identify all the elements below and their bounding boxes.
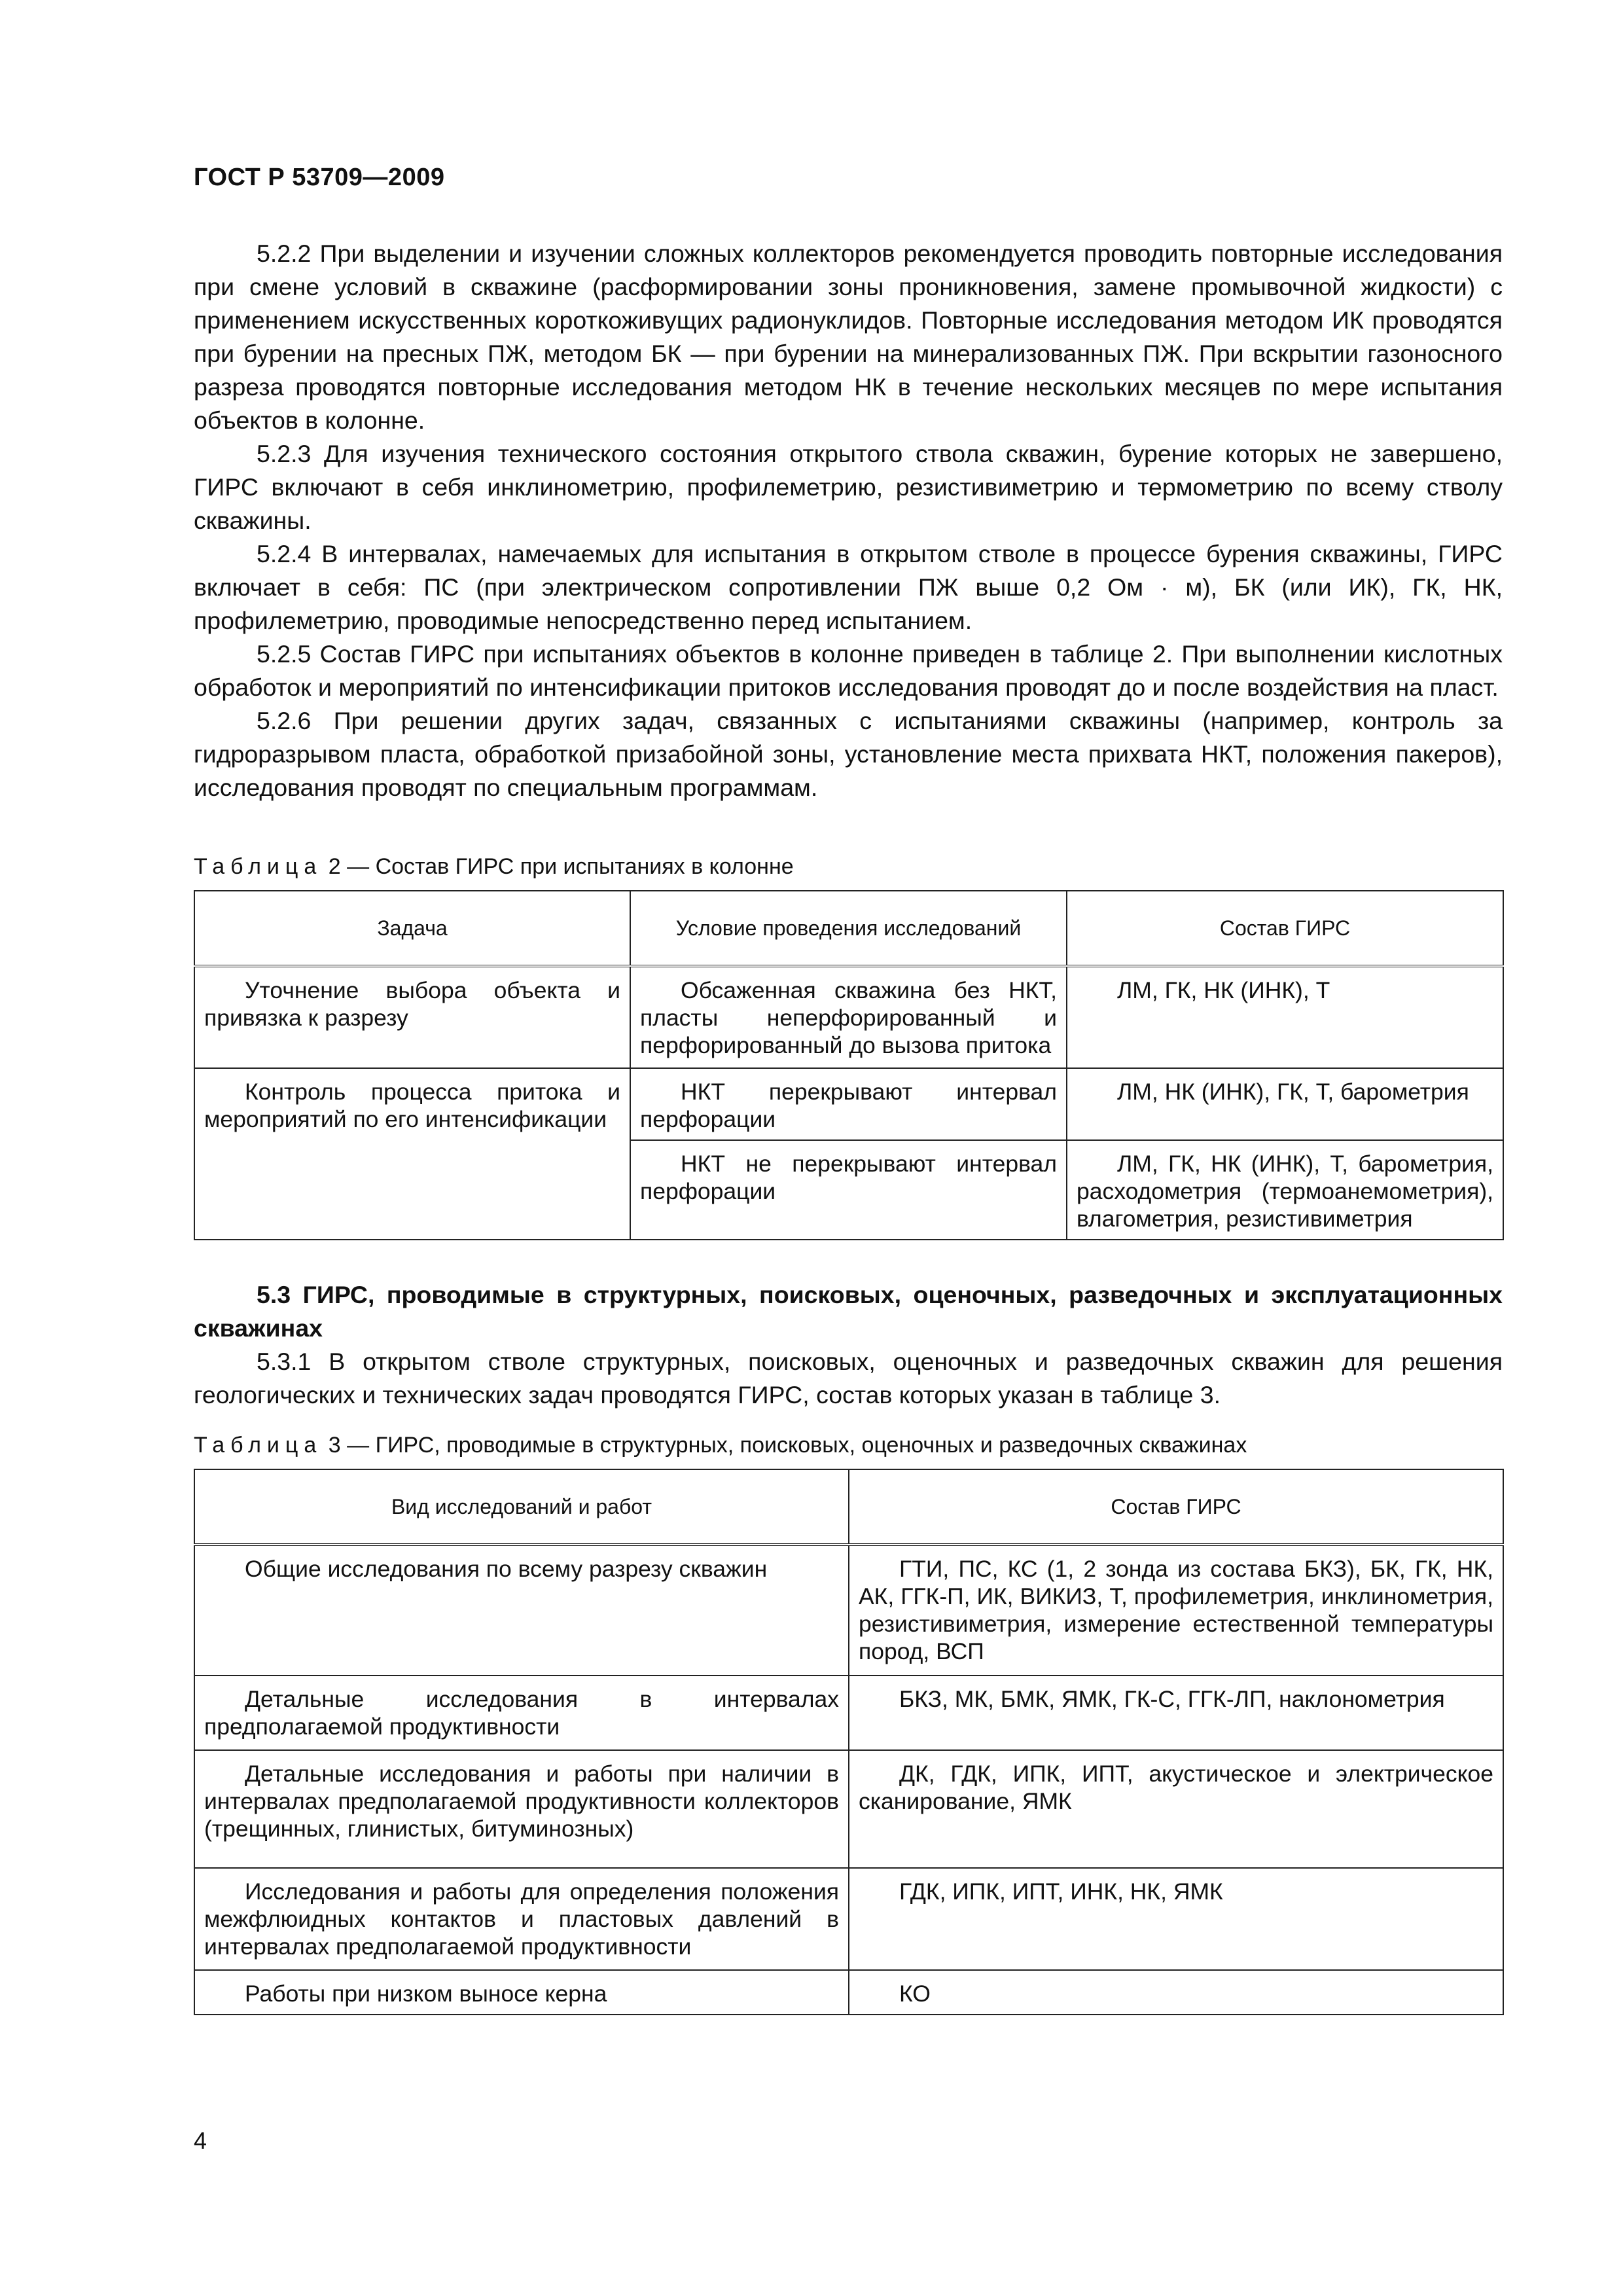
table2-caption	[194, 852, 794, 881]
table2-cell-condition	[630, 1140, 1067, 1240]
table3-cell-kind	[194, 1545, 849, 1676]
table2-cell-condition	[630, 1068, 1067, 1140]
cell-text: ЛМ, НК (ИНК), ГК, Т, барометрия	[1117, 1079, 1469, 1105]
table3-cell-composition	[849, 1545, 1503, 1676]
table2-header-composition: Состав ГИРС	[1067, 891, 1503, 966]
table-row	[194, 966, 1503, 1068]
table3-cell-composition	[849, 1868, 1503, 1970]
table2-caption-text: 2 — Состав ГИРС при испытаниях в колонне	[328, 854, 794, 879]
table2-header-task: Задача	[194, 891, 630, 966]
cell-text: ГТИ, ПС, КС (1, 2 зонда из состава БКЗ), БК, ГК, НК, АК, ГГК-П, ИК, ВИКИЗ, Т, профилеметрия, инклинометрия, резистивиметрия, измерение естественной температуры пород, ВСП	[859, 1556, 1493, 1664]
cell-text: ГДК, ИПК, ИПТ, ИНК, НК, ЯМК	[899, 1878, 1223, 1905]
table3-cell-composition	[849, 1676, 1503, 1750]
table3-caption-label: Таблица	[194, 1433, 323, 1458]
table-row	[194, 1676, 1503, 1750]
cell-text: ЛМ, ГК, НК (ИНК), Т	[1117, 977, 1330, 1003]
table3-cell-kind	[194, 1676, 849, 1750]
cell-text: Контроль процесса притока и мероприятий по его интенсификации	[204, 1079, 620, 1132]
table-row	[194, 1868, 1503, 1970]
table2-cell-task	[194, 966, 630, 1068]
table3-header-row	[194, 1469, 1503, 1545]
page-number: 4	[194, 2127, 207, 2154]
table3-caption-text: 3 — ГИРС, проводимые в структурных, поисковых, оценочных и разведочных скважинах	[328, 1433, 1247, 1458]
paragraph-5-3-1: 5.3.1 В открытом стволе структурных, поисковых, оценочных и разведочных скважин для решения геологических и технических задач проводятся ГИРС, состав которых указан в таблице 3.	[194, 1348, 1503, 1408]
table3-cell-kind	[194, 1750, 849, 1868]
table3-cell-kind	[194, 1970, 849, 2015]
paragraph-5-2-5: 5.2.5 Состав ГИРС при испытаниях объектов в колонне приведен в таблице 2. При выполнении кислотных обработок и мероприятий по интенсификации притоков исследования проводят до и после воздействия на пласт.	[194, 640, 1503, 701]
cell-text: ЛМ, ГК, НК (ИНК), Т, барометрия, расходометрия (термоанемометрия), влагометрия, резистивиметрия	[1077, 1151, 1493, 1232]
section-5-3-title: 5.3 ГИРС, проводимые в структурных, поисковых, оценочных, разведочных и эксплуатационных скважинах	[194, 1281, 1503, 1342]
table-row	[194, 1750, 1503, 1868]
table2-cell-composition	[1067, 1068, 1503, 1140]
paragraph-5-2-3: 5.2.3 Для изучения технического состояния открытого ствола скважин, бурение которых не завершено, ГИРС включают в себя инклинометрию, профилеметрию, резистивиметрию и термометрию по всему стволу скважины.	[194, 440, 1503, 534]
paragraph-5-2-6: 5.2.6 При решении других задач, связанных с испытаниями скважины (например, контроль за гидроразрывом пласта, обработкой призабойной зоны, установление места прихвата НКТ, положения пакеров), исследования проводят по специальным программам.	[194, 707, 1503, 801]
section-5-3	[194, 1278, 1503, 1412]
cell-text: ДК, ГДК, ИПК, ИПТ, акустическое и электрическое сканирование, ЯМК	[859, 1761, 1493, 1814]
cell-text: Исследования и работы для определения положения межфлюидных контактов и пластовых давлений в интервалах предполагаемой продуктивности	[204, 1878, 839, 1960]
cell-text: Обсаженная скважина без НКТ, пласты неперфорированный и перфорированный до вызова притока	[640, 977, 1057, 1058]
cell-text: Уточнение выбора объекта и привязка к разрезу	[204, 977, 620, 1031]
table2-header-row	[194, 891, 1503, 966]
table-row	[194, 1068, 1503, 1140]
cell-text: Общие исследования по всему разрезу скважин	[245, 1556, 768, 1582]
table2-cell-composition	[1067, 966, 1503, 1068]
table2-cell-composition	[1067, 1140, 1503, 1240]
cell-text: НКТ перекрывают интервал перфорации	[640, 1079, 1057, 1132]
table2-cell-task	[194, 1068, 630, 1240]
cell-text: Детальные исследования в интервалах предполагаемой продуктивности	[204, 1686, 839, 1740]
cell-text: Работы при низком выносе керна	[245, 1981, 607, 2007]
table3-header-composition: Состав ГИРС	[849, 1469, 1503, 1545]
table3-cell-composition	[849, 1970, 1503, 2015]
table3-header-kind: Вид исследований и работ	[194, 1469, 849, 1545]
table2-header-condition: Условие проведения исследований	[630, 891, 1067, 966]
table-3	[194, 1469, 1504, 2015]
cell-text: НКТ не перекрывают интервал перфорации	[640, 1151, 1057, 1204]
table-row	[194, 1970, 1503, 2015]
paragraph-5-2-4: 5.2.4 В интервалах, намечаемых для испытания в открытом стволе в процессе бурения скважины, ГИРС включает в себя: ПС (при электрическом сопротивлении ПЖ выше 0,2 Ом · м), БК (или ИК), ГК, НК, профилеметрию, проводимые непосредственно перед испытанием.	[194, 540, 1503, 634]
cell-text: КО	[899, 1981, 931, 2007]
body-text	[194, 237, 1503, 804]
cell-text: Детальные исследования и работы при наличии в интервалах предполагаемой продуктивности коллекторов (трещинных, глинистых, битуминозных)	[204, 1761, 839, 1842]
table3-cell-kind	[194, 1868, 849, 1970]
table3-cell-composition	[849, 1750, 1503, 1868]
paragraph-5-2-2: 5.2.2 При выделении и изучении сложных коллекторов рекомендуется проводить повторные исследования при смене условий в скважине (расформировании зоны проникновения, замене промывочной жидкости) с применением искусственных короткоживущих радионуклидов. Повторные исследования методом ИК проводятся при бурении на пресных ПЖ, методом БК — при бурении на минерализованных ПЖ. При вскрытии газоносного разреза проводятся повторные исследования методом НК в течение нескольких месяцев по мере испытания объектов в колонне.	[194, 240, 1503, 434]
table3-caption	[194, 1431, 1247, 1460]
table2-cell-condition	[630, 966, 1067, 1068]
table-row	[194, 1545, 1503, 1676]
cell-text: БКЗ, МК, БМК, ЯМК, ГК-С, ГГК-ЛП, наклонометрия	[899, 1686, 1445, 1712]
table2-caption-label: Таблица	[194, 854, 323, 879]
document-header: ГОСТ Р 53709—2009	[194, 164, 445, 191]
table-2	[194, 890, 1504, 1240]
